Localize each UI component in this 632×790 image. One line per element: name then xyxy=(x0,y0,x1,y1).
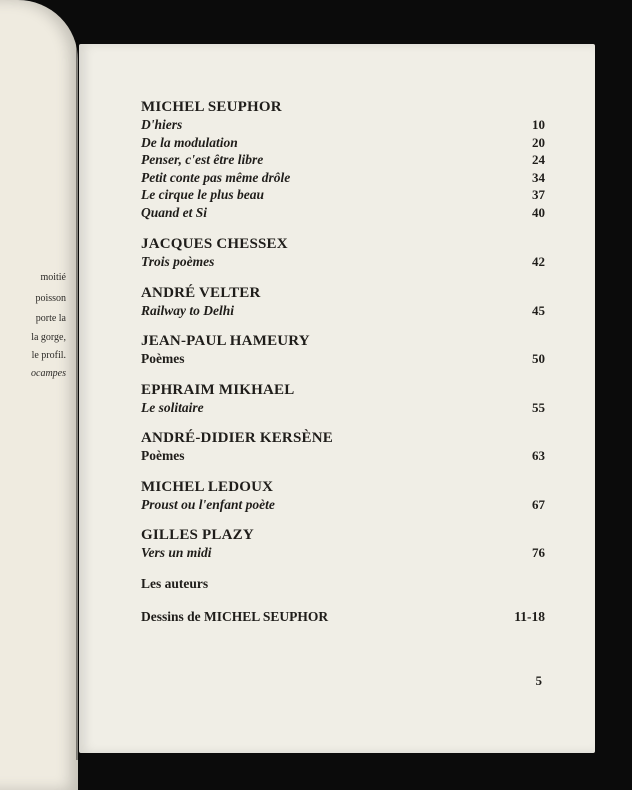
toc-author: JEAN-PAUL HAMEURY xyxy=(141,333,310,349)
toc-author: ANDRÉ-DIDIER KERSÈNE xyxy=(141,430,333,446)
toc-entry-page: 55 xyxy=(532,399,545,415)
toc-entry xyxy=(141,447,545,465)
toc-author: EPHRAIM MIKHAEL xyxy=(141,381,295,398)
toc-entry-page: 76 xyxy=(532,545,545,560)
toc-entry-title: D'hiers xyxy=(141,117,183,132)
toc-section xyxy=(141,526,545,562)
toc-entry xyxy=(141,302,545,320)
toc-entry-title: Le solitaire xyxy=(141,399,204,415)
toc-entry-title: Trois poèmes xyxy=(141,254,215,269)
toc-entry-page: 37 xyxy=(532,187,545,202)
toc-entry xyxy=(141,253,545,271)
previous-page-line: poisson xyxy=(35,293,66,304)
toc-entry-page: 24 xyxy=(532,152,545,167)
toc-author: GILLES PLAZY xyxy=(141,527,254,543)
toc-entry-title: Le cirque le plus beau xyxy=(141,187,264,202)
toc-entry-title: Poèmes xyxy=(141,351,185,366)
toc-entry xyxy=(141,134,545,152)
toc-author: MICHEL LEDOUX xyxy=(141,478,274,495)
toc-entry-title: Quand et Si xyxy=(141,204,208,220)
toc-entry xyxy=(141,169,545,187)
previous-page-line: la gorge, xyxy=(31,332,66,343)
toc-entry-title: Penser, c'est être libre xyxy=(141,152,264,167)
toc-entry-page: 42 xyxy=(532,254,545,269)
toc-section xyxy=(141,235,545,271)
toc-entry xyxy=(141,186,545,204)
toc-section xyxy=(141,478,545,514)
table-of-contents xyxy=(141,98,545,625)
toc-entry-page: 20 xyxy=(532,134,545,150)
drawings-credit-label: Dessins de MICHEL SEUPHOR xyxy=(141,608,329,624)
toc-entry xyxy=(141,204,545,222)
toc-entry-title: Vers un midi xyxy=(141,545,212,560)
toc-entry xyxy=(141,496,545,514)
toc-author: ANDRÉ VELTER xyxy=(141,284,261,301)
previous-page-line: ocampes xyxy=(31,368,66,379)
toc-entry xyxy=(141,350,545,368)
toc-entry-title: De la modulation xyxy=(141,134,238,150)
toc-entry-title: Poèmes xyxy=(141,448,185,463)
page-number: 5 xyxy=(535,673,542,688)
previous-page-line: porte la xyxy=(35,313,66,324)
drawings-credit-pages: 11-18 xyxy=(514,608,545,624)
toc-entry-page: 45 xyxy=(532,302,545,318)
toc-entry-page: 50 xyxy=(532,351,545,366)
toc-author: JACQUES CHESSEX xyxy=(141,236,288,252)
toc-section xyxy=(141,98,545,221)
drawings-credit xyxy=(141,608,545,625)
contents-page xyxy=(79,44,595,753)
previous-page-line: moitié xyxy=(40,272,66,283)
previous-page xyxy=(0,0,78,790)
toc-section xyxy=(141,381,545,417)
toc-entry-title: Petit conte pas même drôle xyxy=(141,169,291,185)
toc-entry-page: 40 xyxy=(532,204,545,220)
toc-entry xyxy=(141,116,545,134)
toc-entry xyxy=(141,544,545,562)
toc-entry xyxy=(141,399,545,417)
toc-author: MICHEL SEUPHOR xyxy=(141,99,282,115)
toc-entry-page: 10 xyxy=(532,117,545,132)
toc-section xyxy=(141,332,545,368)
toc-entry-page: 34 xyxy=(532,169,545,185)
toc-entry-page: 67 xyxy=(532,496,545,512)
toc-entry xyxy=(141,151,545,169)
toc-entry-title: Railway to Delhi xyxy=(141,302,235,318)
previous-page-line: le profil. xyxy=(31,350,66,361)
toc-entry-title: Proust ou l'enfant poète xyxy=(141,496,275,512)
toc-section xyxy=(141,284,545,320)
les-auteurs-entry: Les auteurs xyxy=(141,575,209,591)
toc-entry-page: 63 xyxy=(532,448,545,463)
toc-section xyxy=(141,429,545,465)
